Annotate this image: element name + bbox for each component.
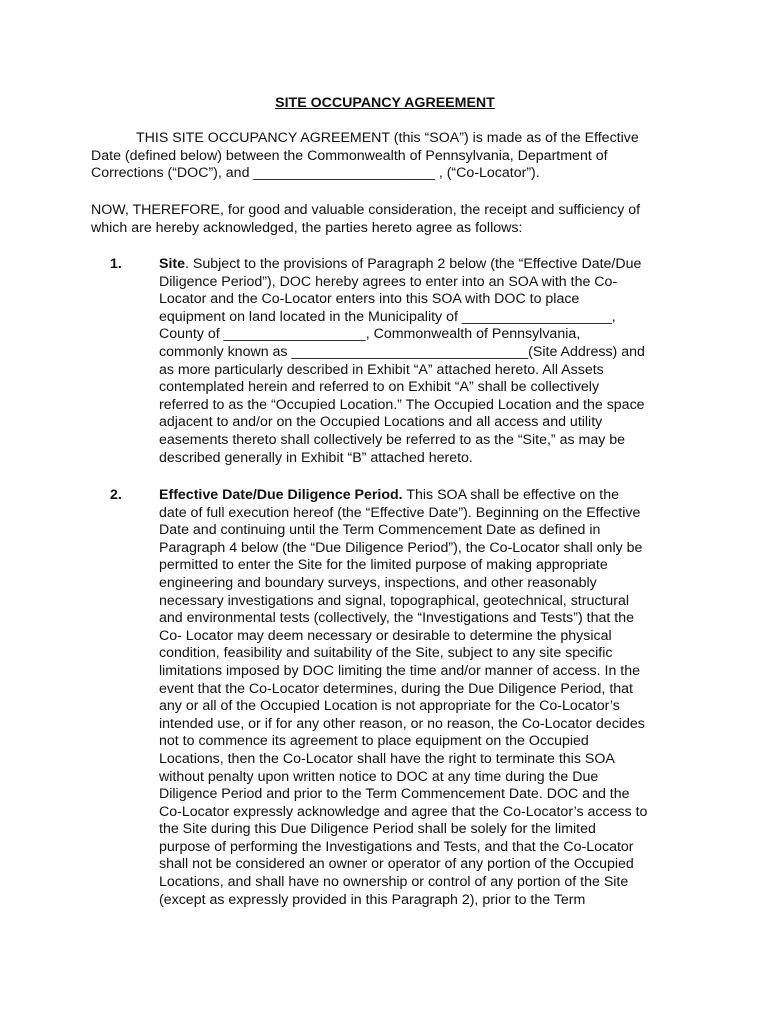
section-line: intended use, or if for any other reason, or no reason, the Co-Locator decides [159, 715, 645, 732]
section-line: without penalty upon written notice to DOC at any time during the Due [159, 768, 599, 785]
section-line: Paragraph 4 below (the “Due Diligence Period”), the Co-Locator shall only be [159, 539, 643, 556]
section-line: Site. Subject to the provisions of Paragraph 2 below (the “Effective Date/Due [159, 256, 642, 272]
section-line: commonly known as ______________________________(Site Address) and [159, 343, 645, 360]
section-line: referred to as the “Occupied Location.” The Occupied Location and the space [159, 396, 645, 413]
document-title: SITE OCCUPANCY AGREEMENT [275, 95, 495, 111]
section-line: equipment on land located in the Municipality of ___________________, [159, 308, 616, 325]
section-heading: Effective Date/Due Diligence Period. [159, 487, 403, 503]
section-line: permitted to enter the Site for the limited purpose of making appropriate [159, 557, 608, 574]
section-line: contemplated herein and referred to on Exhibit “A” shall be collectively [159, 379, 600, 396]
section-line: County of __________________, Commonwealth of Pennsylvania, [159, 326, 581, 343]
section-line: the Site during this Due Diligence Period shall be solely for the limited [159, 821, 596, 838]
section-heading: Site [159, 256, 186, 272]
intro-line: Corrections (“DOC”), and _______________________ , (“Co-Locator”). [91, 165, 540, 182]
section-line: (except as expressly provided in this Paragraph 2), prior to the Term [159, 891, 586, 908]
intro-line: Date (defined below) between the Commonwealth of Pennsylvania, Department of [91, 147, 608, 164]
section-line: Date and continuing until the Term Commencement Date as defined in [159, 522, 601, 539]
section-line: condition, feasibility and suitability of the Site, subject to any site specific [159, 645, 613, 662]
section-line: Co-Locator expressly acknowledge and agree that the Co-Locator’s access to [159, 803, 648, 820]
section-number-1: 1. [110, 256, 122, 272]
section-2-effective-date [159, 487, 689, 909]
section-line: necessary investigations and signal, topographical, geotechnical, structural [159, 592, 630, 609]
section-line: Co- Locator may deem necessary or desirable to determine the physical [159, 627, 612, 644]
section-line: not to commence its agreement to place equipment on the Occupied [159, 733, 589, 750]
section-line: Effective Date/Due Diligence Period. This SOA shall be effective on the [159, 487, 619, 503]
section-line: described generally in Exhibit “B” attached hereto. [159, 449, 473, 466]
recital-paragraph [91, 202, 691, 237]
section-line: adjacent to and/or on the Occupied Locations and all access and utility [159, 414, 603, 431]
section-line: Locations, then the Co-Locator shall have the right to terminate this SOA [159, 750, 615, 767]
section-line: Diligence Period”), DOC hereby agrees to enter into an SOA with the Co- [159, 273, 618, 290]
section-line: limitations imposed by DOC limiting the time and/or manner of access. In the [159, 662, 641, 679]
section-line: date of full execution hereof (the “Effective Date”). Beginning on the Effective [159, 504, 641, 521]
section-line: purpose of performing the Investigations and Tests, and that the Co-Locator [159, 838, 634, 855]
section-line: engineering and boundary surveys, inspections, and other reasonably [159, 574, 597, 591]
section-line: shall not be considered an owner or operator of any portion of the Occupied [159, 856, 634, 873]
section-line: event that the Co-Locator determines, during the Due Diligence Period, that [159, 680, 633, 697]
section-line: as more particularly described in Exhibit “A” attached hereto. All Assets [159, 361, 604, 378]
section-line: Diligence Period and prior to the Term Commencement Date. DOC and the [159, 786, 630, 803]
recital-line: which are hereby acknowledged, the parties hereto agree as follows: [91, 219, 523, 236]
intro-line: THIS SITE OCCUPANCY AGREEMENT (this “SOA”) is made as of the Effective [136, 130, 639, 146]
section-1-site [159, 256, 689, 467]
section-line: and environmental tests (collectively, the “Investigations and Tests”) that the [159, 610, 634, 627]
recital-line: NOW, THEREFORE, for good and valuable consideration, the receipt and sufficiency of [91, 202, 641, 218]
section-line: any or all of the Occupied Location is not appropriate for the Co-Locator’s [159, 698, 620, 715]
section-line: Locations, and shall have no ownership or control of any portion of the Site [159, 874, 629, 891]
section-number-2: 2. [110, 487, 122, 503]
intro-paragraph [91, 130, 691, 183]
section-line: easements thereto shall collectively be referred to as the “Site,” as may be [159, 431, 626, 448]
section-line: Locator and the Co-Locator enters into this SOA with DOC to place [159, 291, 580, 308]
